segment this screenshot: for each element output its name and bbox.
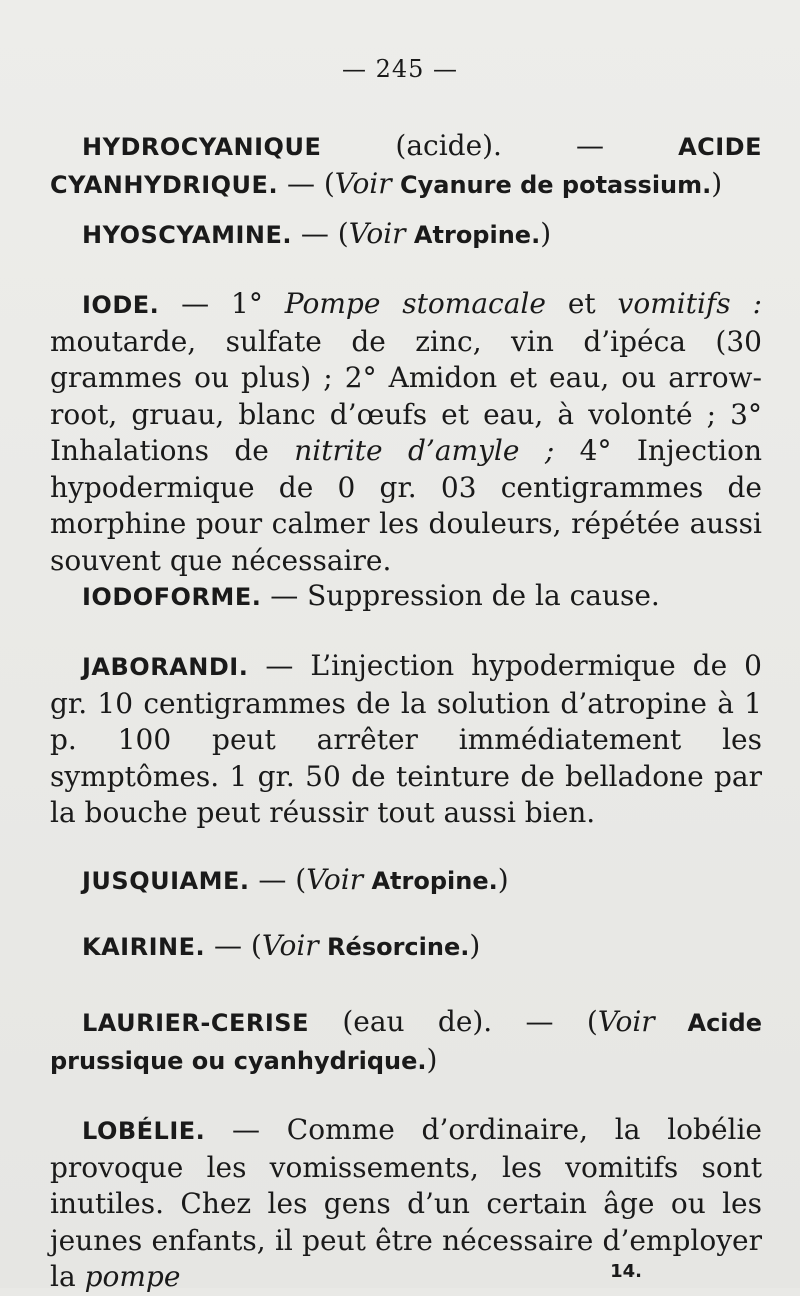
entry-heading: JABORANDI.	[82, 653, 249, 681]
cross-reference: Atropine.	[363, 867, 498, 895]
entry-kairine: KAIRINE. — (Voir Résorcine.)	[82, 929, 481, 962]
cross-reference: Acide prussique ou cyanhydrique.	[50, 1009, 762, 1075]
entry-heading: IODE.	[82, 291, 160, 319]
entry-heading: LOBÉLIE.	[82, 1117, 206, 1145]
entry-heading: KAIRINE.	[82, 933, 206, 961]
entry-jusquiame: JUSQUIAME. — (Voir Atropine.)	[82, 863, 509, 896]
signature-mark: 14.	[610, 1261, 642, 1282]
entry-hydrocyanique: HYDROCYANIQUE (acide). — ACIDE CYANHYDRIQUE. — (Voir Cyanure de potassium.)	[50, 129, 762, 200]
entry-hyoscyamine: HYOSCYAMINE. — (Voir Atropine.)	[82, 217, 552, 250]
entry-heading: JUSQUIAME.	[82, 867, 250, 895]
entry-heading: HYDROCYANIQUE	[82, 133, 322, 161]
entry-iodoforme: IODOFORME. — Suppression de la cause.	[82, 579, 660, 612]
entry-heading: IODOFORME.	[82, 583, 262, 611]
entry-jaborandi: JABORANDI. — L’injection hypodermique de 0 gr. 10 centigrammes de la solution d’atropine à 1 p. 100 peut arrêter immédiatement les symptômes. 1 gr. 50 de teinture de belladone par la bouche peut réussir tout aussi bien.	[50, 649, 762, 829]
entry-lobelie: LOBÉLIE. — Comme d’ordinaire, la lobélie provoque les vomissements, les vomitifs sont inutiles. Chez les gens d’un certain âge ou les jeunes enfants, il peut être nécessaire d’employer la pompe	[50, 1113, 762, 1293]
entry-heading: LAURIER-CERISE	[82, 1009, 309, 1037]
page-number: — 245 —	[341, 55, 459, 83]
entry-heading: HYOSCYAMINE.	[82, 221, 292, 249]
entry-laurier-cerise: LAURIER-CERISE (eau de). — (Voir Acide prussique ou cyanhydrique.)	[50, 1005, 762, 1076]
cross-reference: Résorcine.	[318, 933, 470, 961]
cross-reference: Atropine.	[405, 221, 541, 249]
cross-reference: Cyanure de potassium.	[391, 170, 712, 199]
entry-heading-secondary: ACIDE CYANHYDRIQUE.	[50, 133, 762, 199]
entry-iode: IODE. — 1° Pompe stomacale et vomitifs : moutarde, sulfate de zinc, vin d’ipéca (30 grammes ou plus) ; 2° Amidon et eau, ou arrow-root, gruau, blanc d’œufs et eau, à volonté ; 3° Inhalations de nitrite d’amyle ; 4° Injection hypodermique de 0 gr. 03 centigrammes de morphine pour calmer les douleurs, répétée aussi souvent que nécessaire.	[50, 287, 762, 577]
